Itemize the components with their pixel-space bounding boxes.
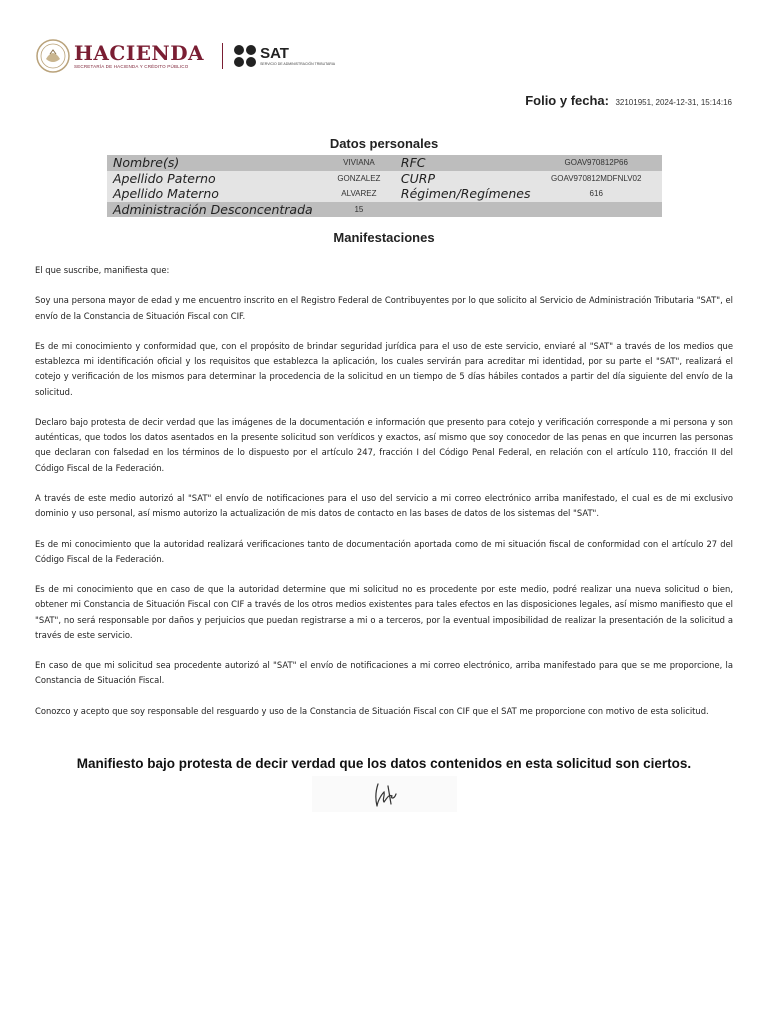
header-logos [36,38,335,74]
sat-wordmark: SAT [260,44,289,62]
sat-subtitle: SERVICIO DE ADMINISTRACIÓN TRIBUTARIA [260,61,336,66]
manifestaciones-body [35,263,733,734]
field-label: CURP [395,171,531,187]
paragraph: Es de mi conocimiento que en caso de que la autoridad determine que mi solicitud no es procedente por este medio, podré realizar una nueva solicitud o bien, obtener mi Constancia de Situación Fiscal con CIF a través de los otros medios existentes para tales efectos en las disposiciones legales, así mismo manifiesto que el "SAT", no será responsable por daños y perjuicios que puedan registrarse a mi o a terceros, por la eventual imposibilidad de realizar la presentación de la solicitud a través de este servicio. [35,584,733,640]
field-value: GOAV970812P66 [530,155,662,171]
field-label: Apellido Paterno [107,171,323,187]
field-label: Régimen/Regímenes [395,186,531,202]
logo-divider [222,43,223,69]
personal-data-title: Datos personales [329,136,439,151]
handwritten-signature-icon [312,776,457,812]
field-label: Apellido Materno [107,186,323,202]
hacienda-logo [74,42,204,70]
folio-value: 32101951, 2024-12-31, 15:14:16 [615,98,732,107]
table-row [107,202,662,218]
paragraph: Declaro bajo protesta de decir verdad que las imágenes de la documentación e información que presento para cotejo y verificación corresponde a mi persona y son auténticas, que todos los datos asentados en la presente solicitud son verídicos y exactos, así mismo que soy conocedor de las penas en que incurren las personas que declaran con falsedad en los términos de lo dispuesto por el artículo 247, fracción I del Código Penal Federal, en relación con el artículo 110, fracción II del Código Fiscal de la Federación. [35,416,733,473]
paragraph: En caso de que mi solicitud sea procedente autorizó al "SAT" el envío de notificaciones a mi correo electrónico, arriba manifestado para que se me proporcione, la Constancia de Situación Fiscal. [35,660,733,686]
hacienda-wordmark: HACIENDA [74,41,205,65]
paragraph: El que suscribe, manifiesta que: [35,265,170,275]
folio-line [525,92,732,110]
declaration-statement: Manifiesto bajo protesta de decir verdad que los datos contenidos en esta solicitud son ciertos. [76,756,692,771]
sat-logo [260,46,335,67]
field-label: RFC [395,155,531,171]
paragraph: Conozco y acepto que soy responsable del resguardo y uso de la Constancia de Situación Fiscal con CIF que el SAT me proporcione con motivo de esta solicitud. [35,705,709,716]
field-value: GONZALEZ [323,171,395,187]
manifestaciones-title: Manifestaciones [333,230,435,245]
field-value [530,202,662,218]
signature-area [312,776,457,812]
table-row [107,155,662,171]
folio-label: Folio y fecha: [525,93,609,108]
personal-data-table [107,155,662,217]
field-value: VIVIANA [323,155,395,171]
field-label [395,202,531,218]
field-label: Administración Desconcentrada [107,202,323,218]
paragraph: Es de mi conocimiento y conformidad que, con el propósito de brindar seguridad jurídica para el uso de este servicio, enviaré al "SAT" a través de los medios que establezca mi identificación oficial y los requisitos que establezca la aplicación, los cuales servirán para acreditar mi identidad, por su parte el "SAT", realizará el cotejo y verificación de los mismos para determinar la procedencia de la solicitud en un tiempo de 5 días hábiles contados a partir del día siguiente del envío de la solicitud. [35,340,733,397]
field-value: 15 [323,202,395,218]
field-label: Nombre(s) [107,155,323,171]
field-value: 616 [530,186,662,202]
national-seal-icon [36,39,70,73]
paragraph: A través de este medio autorizó al "SAT" el envío de notificaciones para el uso del servicio a mi correo electrónico arriba manifestado, el cual es de mi exclusivo dominio y uso personal, así mismo autorizo la actualización de mis datos de contacto en las bases de datos de los sistemas del "SAT". [35,492,733,519]
table-row [107,171,662,187]
sat-logo-icon [233,44,257,68]
table-row [107,186,662,202]
field-value: GOAV970812MDFNLV02 [530,171,662,187]
paragraph: Soy una persona mayor de edad y me encuentro inscrito en el Registro Federal de Contribuyentes por lo que solicito al Servicio de Administración Tributaria "SAT", el envío de la Constancia de Situación Fiscal con CIF. [35,295,733,321]
hacienda-subtitle: SECRETARÍA DE HACIENDA Y CRÉDITO PÚBLICO [74,64,189,69]
paragraph: Es de mi conocimiento que la autoridad realizará verificaciones tanto de documentación aportada como de mi situación fiscal de conformidad con el artículo 27 del Código Fiscal de la Federación. [35,538,733,564]
field-value: ALVAREZ [323,186,395,202]
